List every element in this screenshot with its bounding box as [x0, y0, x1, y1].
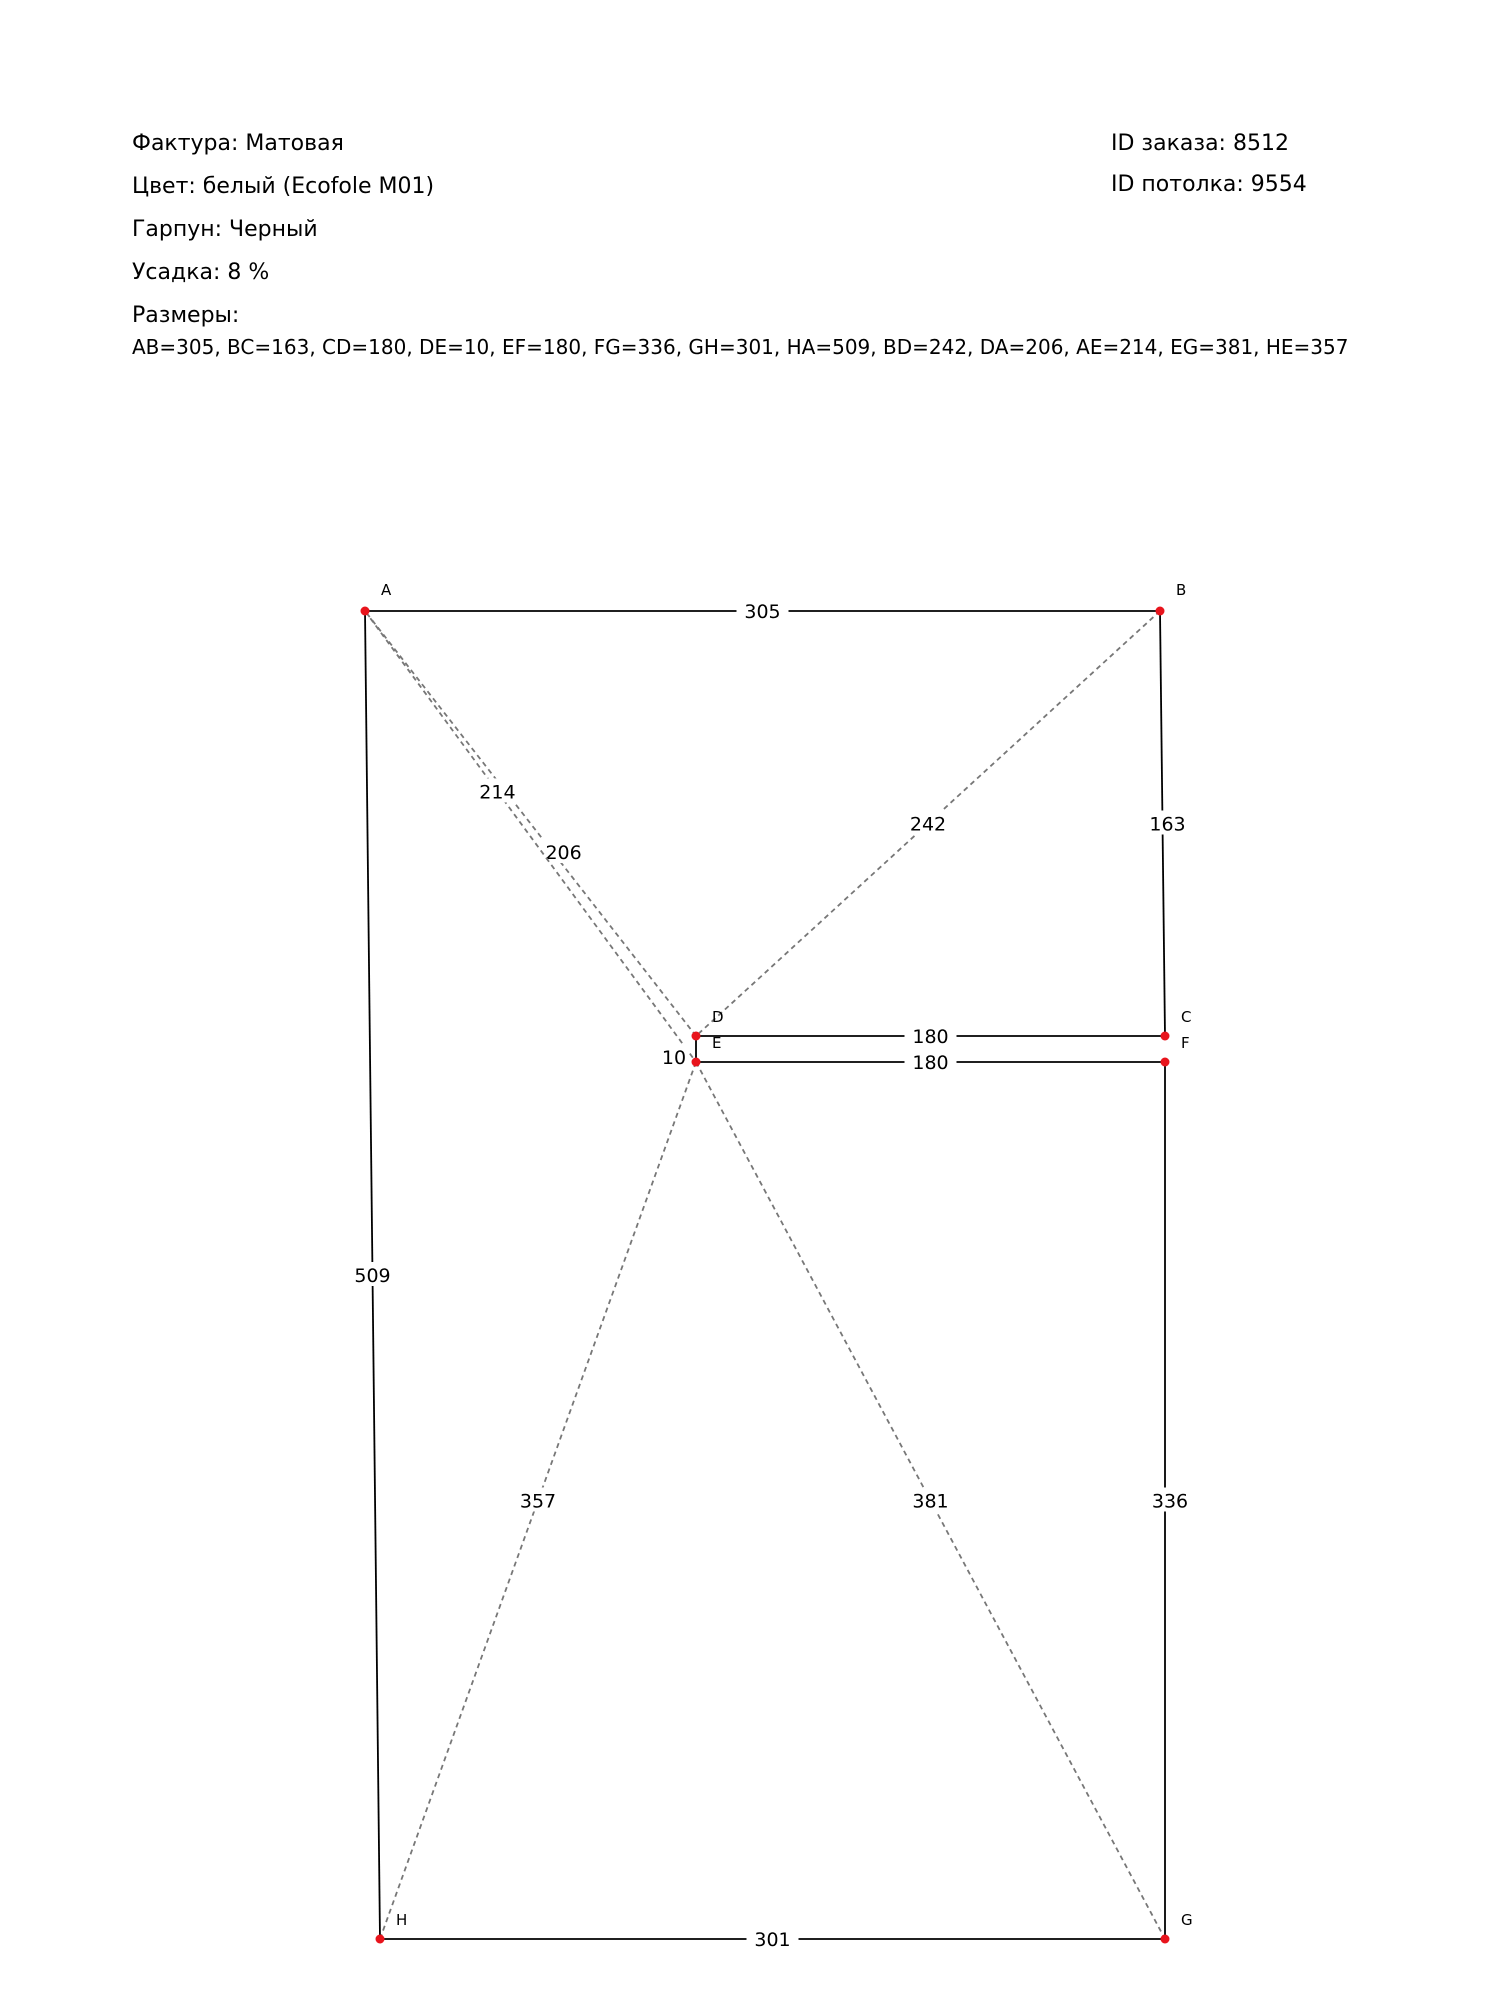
diagonal-label-d-a: 206 [545, 842, 582, 864]
edge-label-h-a: 509 [354, 1265, 391, 1287]
shrinkage-text: Усадка: 8 % [132, 260, 270, 285]
point-f [1161, 1058, 1170, 1067]
point-label-d: D [712, 1008, 724, 1026]
point-label-h: H [396, 1911, 408, 1929]
point-label-g: G [1181, 1911, 1193, 1929]
diagonal-label-b-d: 242 [909, 813, 947, 836]
diagonal-label-a-e: 214 [479, 781, 516, 804]
edge-label-e-f: 180 [912, 1052, 949, 1074]
point-c [1161, 1032, 1170, 1041]
color-text: Цвет: белый (Ecofole M01) [132, 174, 435, 199]
point-g [1161, 1935, 1170, 1944]
sizes-list: AB=305, BC=163, CD=180, DE=10, EF=180, FG=336, GH=301, HA=509, BD=242, DA=206, AE=214, EG=381, HE=357 [132, 335, 1349, 359]
edge-label-f-g: 336 [1151, 1490, 1189, 1513]
point-a [361, 607, 370, 616]
sizes-title: Размеры: [132, 303, 240, 328]
point-e [692, 1058, 701, 1067]
point-d [692, 1032, 701, 1041]
diagonal-d-a [365, 611, 696, 1036]
order-id: ID заказа: 8512 [1111, 131, 1289, 156]
point-label-c: C [1181, 1008, 1192, 1026]
point-b [1156, 607, 1165, 616]
point-h [376, 1935, 385, 1944]
point-label-a: A [381, 581, 392, 599]
ceiling-id: ID потолка: 9554 [1111, 172, 1307, 197]
edge-label-c-d: 180 [912, 1026, 949, 1048]
edge-label-b-c: 163 [1149, 813, 1186, 836]
diagonal-label-h-e: 357 [519, 1490, 557, 1513]
edge-label-g-h: 301 [754, 1929, 791, 1951]
edge-label-d-e: 10 [661, 1047, 687, 1069]
harpoon-text: Гарпун: Черный [132, 217, 318, 242]
diagonal-label-e-g: 381 [912, 1490, 949, 1513]
point-label-b: B [1176, 581, 1187, 599]
texture-text: Фактура: Матовая [132, 131, 344, 156]
edge-label-a-b: 305 [744, 601, 781, 623]
point-label-f: F [1181, 1034, 1190, 1052]
diagonal-a-e [365, 611, 696, 1062]
point-label-e: E [712, 1034, 722, 1052]
